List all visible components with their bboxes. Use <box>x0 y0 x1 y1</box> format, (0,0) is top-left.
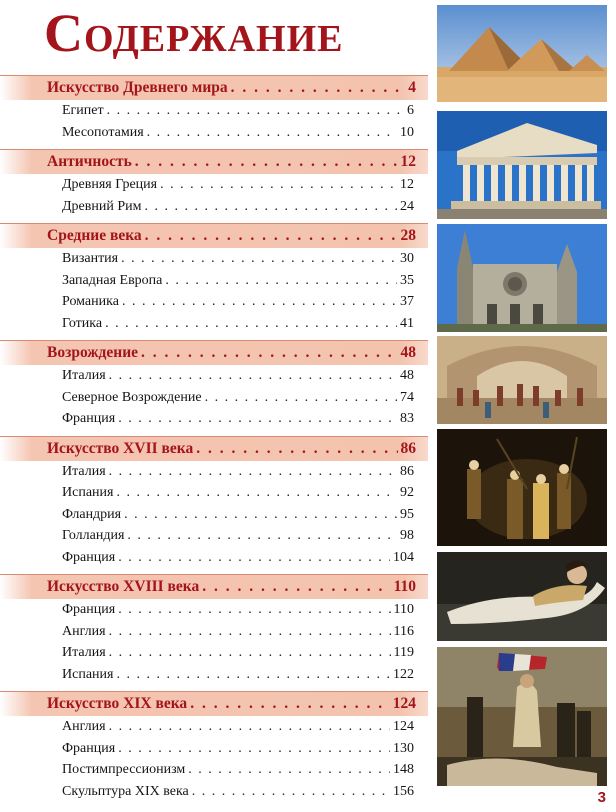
toc-entry[interactable] <box>0 248 428 270</box>
gothic-cathedral-photo <box>437 224 607 332</box>
entry-page: 86 <box>400 463 414 479</box>
entry-page: 37 <box>400 294 414 309</box>
section-heading[interactable] <box>0 223 428 248</box>
entry-page: 148 <box>393 762 414 777</box>
leader-dots <box>188 761 390 779</box>
entry-title: Испания <box>62 666 114 682</box>
entry-page: 48 <box>400 368 414 383</box>
toc-entry[interactable] <box>0 291 428 313</box>
entry-title: Италия <box>62 368 106 383</box>
section-page: 48 <box>400 344 416 361</box>
section-page: 110 <box>393 578 416 595</box>
entry-title: Франция <box>62 549 116 565</box>
leader-dots <box>127 527 397 545</box>
toc-entry[interactable] <box>0 270 428 292</box>
page-title: Содержание <box>44 3 344 63</box>
section-page: 28 <box>400 227 416 244</box>
entry-title: Англия <box>62 719 106 734</box>
section-page: 86 <box>400 439 416 457</box>
entry-page: 104 <box>393 549 414 565</box>
entry-page: 10 <box>400 124 414 140</box>
toc-entry[interactable] <box>0 365 428 387</box>
section-heading[interactable] <box>0 436 428 461</box>
toc-entry[interactable] <box>0 482 428 504</box>
toc-entry[interactable] <box>0 642 428 664</box>
leader-dots <box>196 440 397 458</box>
entry-title: Постимпрессионизм <box>62 762 186 777</box>
entry-page: 92 <box>400 485 414 500</box>
leader-dots <box>107 102 404 120</box>
parthenon-photo <box>437 111 607 219</box>
section-title: Искусство XVII века <box>47 439 194 457</box>
toc-entry[interactable] <box>0 122 428 144</box>
entry-title: Франция <box>62 411 116 426</box>
leader-dots <box>192 783 390 801</box>
entry-title: Франция <box>62 602 116 617</box>
entry-title: Западная Европа <box>62 272 163 288</box>
leader-dots <box>121 250 397 268</box>
toc-entry[interactable] <box>0 196 428 218</box>
section-title: Античность <box>47 153 132 170</box>
section-heading[interactable] <box>0 340 428 365</box>
leader-dots <box>118 601 390 619</box>
entry-title: Фландрия <box>62 506 122 522</box>
leader-dots <box>122 293 397 311</box>
leader-dots <box>205 389 397 407</box>
toc-entry[interactable] <box>0 313 428 335</box>
section-heading[interactable] <box>0 75 428 100</box>
renaissance-fresco-photo <box>437 336 607 424</box>
leader-dots <box>116 666 390 684</box>
leader-dots <box>109 463 397 481</box>
toc-entry[interactable] <box>0 664 428 686</box>
toc-section-19th-century <box>0 691 428 802</box>
leader-dots <box>141 344 397 362</box>
leader-dots <box>231 79 406 97</box>
leader-dots <box>105 315 397 333</box>
entry-page: 30 <box>400 251 414 266</box>
toc-entry[interactable] <box>0 781 428 803</box>
section-page: 124 <box>392 695 416 712</box>
entry-page: 6 <box>407 103 414 118</box>
toc-section-renaissance <box>0 340 428 430</box>
toc-entry[interactable] <box>0 504 428 526</box>
entry-page: 74 <box>400 389 414 405</box>
toc-section-18th-century <box>0 574 428 685</box>
pyramids-photo <box>437 5 607 102</box>
page-number: 3 <box>597 789 606 806</box>
entry-title: Италия <box>62 463 106 479</box>
toc-entry[interactable] <box>0 408 428 430</box>
toc-entry[interactable] <box>0 525 428 547</box>
leader-dots <box>145 227 398 245</box>
leader-dots <box>190 695 390 713</box>
entry-page: 41 <box>400 315 414 331</box>
toc-entry[interactable] <box>0 547 428 569</box>
section-title: Средние века <box>47 227 142 244</box>
toc-section-middle-ages <box>0 223 428 334</box>
leader-dots <box>160 176 397 194</box>
toc-entry[interactable] <box>0 461 428 483</box>
leader-dots <box>109 623 391 641</box>
section-heading[interactable] <box>0 691 428 716</box>
leader-dots <box>135 153 398 171</box>
entry-title: Испания <box>62 485 114 500</box>
leader-dots <box>145 198 398 216</box>
leader-dots <box>118 410 397 428</box>
toc-entry[interactable] <box>0 759 428 781</box>
entry-page: 83 <box>400 411 414 426</box>
toc-section-antiquity <box>0 149 428 217</box>
entry-page: 124 <box>393 719 414 734</box>
entry-title: Италия <box>62 645 106 660</box>
entry-page: 156 <box>393 783 414 799</box>
entry-page: 12 <box>400 177 414 192</box>
entry-title: Месопотамия <box>62 124 144 140</box>
toc-entry[interactable] <box>0 621 428 643</box>
entry-page: 116 <box>393 623 414 639</box>
section-heading[interactable] <box>0 574 428 599</box>
leader-dots <box>109 367 397 385</box>
entry-title: Готика <box>62 315 103 331</box>
section-title: Возрождение <box>47 344 139 361</box>
entry-page: 35 <box>400 272 414 288</box>
entry-title: Египет <box>62 103 104 118</box>
entry-title: Романика <box>62 294 119 309</box>
entry-title: Византия <box>62 251 119 266</box>
toc-entry[interactable] <box>0 387 428 409</box>
leader-dots <box>118 549 390 567</box>
entry-title: Северное Возрождение <box>62 389 202 405</box>
table-of-contents <box>0 75 428 808</box>
entry-title: Франция <box>62 740 116 756</box>
leader-dots <box>109 718 390 736</box>
section-page: 12 <box>400 153 416 170</box>
reclining-woman-painting <box>437 552 607 641</box>
toc-entry[interactable] <box>0 599 428 621</box>
entry-title: Голландия <box>62 528 125 543</box>
toc-entry[interactable] <box>0 174 428 196</box>
entry-page: 98 <box>400 528 414 543</box>
leader-dots <box>165 272 397 290</box>
entry-page: 119 <box>393 645 414 660</box>
section-page: 4 <box>408 79 416 96</box>
entry-page: 130 <box>393 740 414 756</box>
entry-page: 122 <box>393 666 414 682</box>
section-title: Искусство XIX века <box>47 695 188 712</box>
section-title: Искусство Древнего мира <box>47 79 228 96</box>
night-watch-painting <box>437 429 607 546</box>
toc-section-17th-century <box>0 436 428 569</box>
leader-dots <box>124 506 397 524</box>
toc-entry[interactable] <box>0 738 428 760</box>
leader-dots <box>118 740 390 758</box>
section-heading[interactable] <box>0 149 428 174</box>
toc-entry[interactable] <box>0 716 428 738</box>
entry-title: Англия <box>62 623 106 639</box>
entry-title: Скульптура XIX века <box>62 783 189 799</box>
leader-dots <box>147 124 397 142</box>
section-title: Искусство XVIII века <box>47 578 200 595</box>
leader-dots <box>109 644 391 662</box>
entry-title: Древний Рим <box>62 198 142 214</box>
entry-title: Древняя Греция <box>62 177 158 192</box>
leader-dots <box>116 484 397 502</box>
liberty-leading-painting <box>437 647 607 786</box>
toc-entry[interactable] <box>0 100 428 122</box>
toc-section-ancient-world <box>0 75 428 143</box>
entry-page: 110 <box>393 602 414 617</box>
leader-dots <box>202 578 390 596</box>
entry-page: 24 <box>400 198 414 214</box>
entry-page: 95 <box>400 506 414 522</box>
